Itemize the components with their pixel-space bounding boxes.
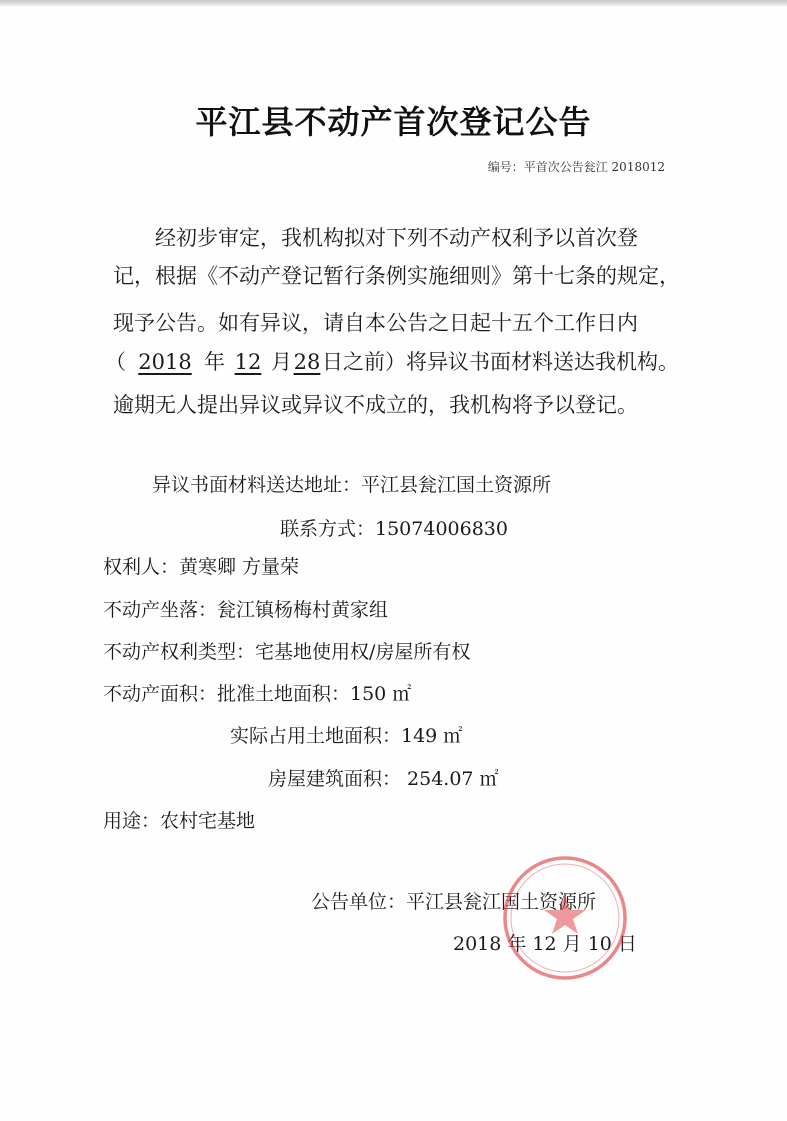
deadline-year: 2018 xyxy=(138,350,192,374)
body-line-2: 记，根据《不动产登记暂行条例实施细则》第十七条的规定， xyxy=(113,264,680,288)
official-seal xyxy=(500,853,630,983)
issuer: 公告单位：平江县瓮江国土资源所 xyxy=(311,891,597,913)
area-building: 房屋建筑面积： 254.07 ㎡ xyxy=(268,768,499,790)
body-line-3: 现予公告。如有异议，请自本公告之日起十五个工作日内 xyxy=(113,311,638,335)
issue-date: 2018 年 12 月 10 日 xyxy=(453,933,637,955)
deadline-rest: 日之前）将异议书面材料送达我机构。 xyxy=(322,350,679,374)
area-actual: 实际占用土地面积：149 ㎡ xyxy=(230,725,463,747)
contact-phone: 联系方式：15074006830 xyxy=(280,518,508,540)
deadline-month: 12 xyxy=(234,350,262,374)
seal-star xyxy=(544,895,586,934)
property-usage: 用途：农村宅基地 xyxy=(103,810,256,832)
deadline-day: 28 xyxy=(293,350,321,374)
right-holders: 权利人：黄寒卿 方量荣 xyxy=(103,556,300,578)
body-line-5: 逾期无人提出异议或异议不成立的，我机构将予以登记。 xyxy=(113,393,638,417)
body-line-4 xyxy=(105,346,679,376)
deadline-year-unit: 年 xyxy=(204,350,225,374)
scan-top-edge xyxy=(0,0,787,6)
body-line-1: 经初步审定，我机构拟对下列不动产权利予以首次登 xyxy=(155,226,638,250)
objection-address: 异议书面材料送达地址：平江县瓮江国土资源所 xyxy=(152,474,552,496)
document-title: 平江县不动产首次登记公告 xyxy=(195,103,592,141)
document-number: 编号：平首次公告瓮江 2018012 xyxy=(487,160,665,174)
property-right-type: 不动产权利类型：宅基地使用权/房屋所有权 xyxy=(103,641,471,663)
area-approved: 不动产面积：批准土地面积：150 ㎡ xyxy=(103,683,412,705)
deadline-month-unit: 月 xyxy=(271,350,292,374)
property-location: 不动产坐落：瓮江镇杨梅村黄家组 xyxy=(103,599,389,621)
deadline-open-paren: （ xyxy=(105,350,126,374)
